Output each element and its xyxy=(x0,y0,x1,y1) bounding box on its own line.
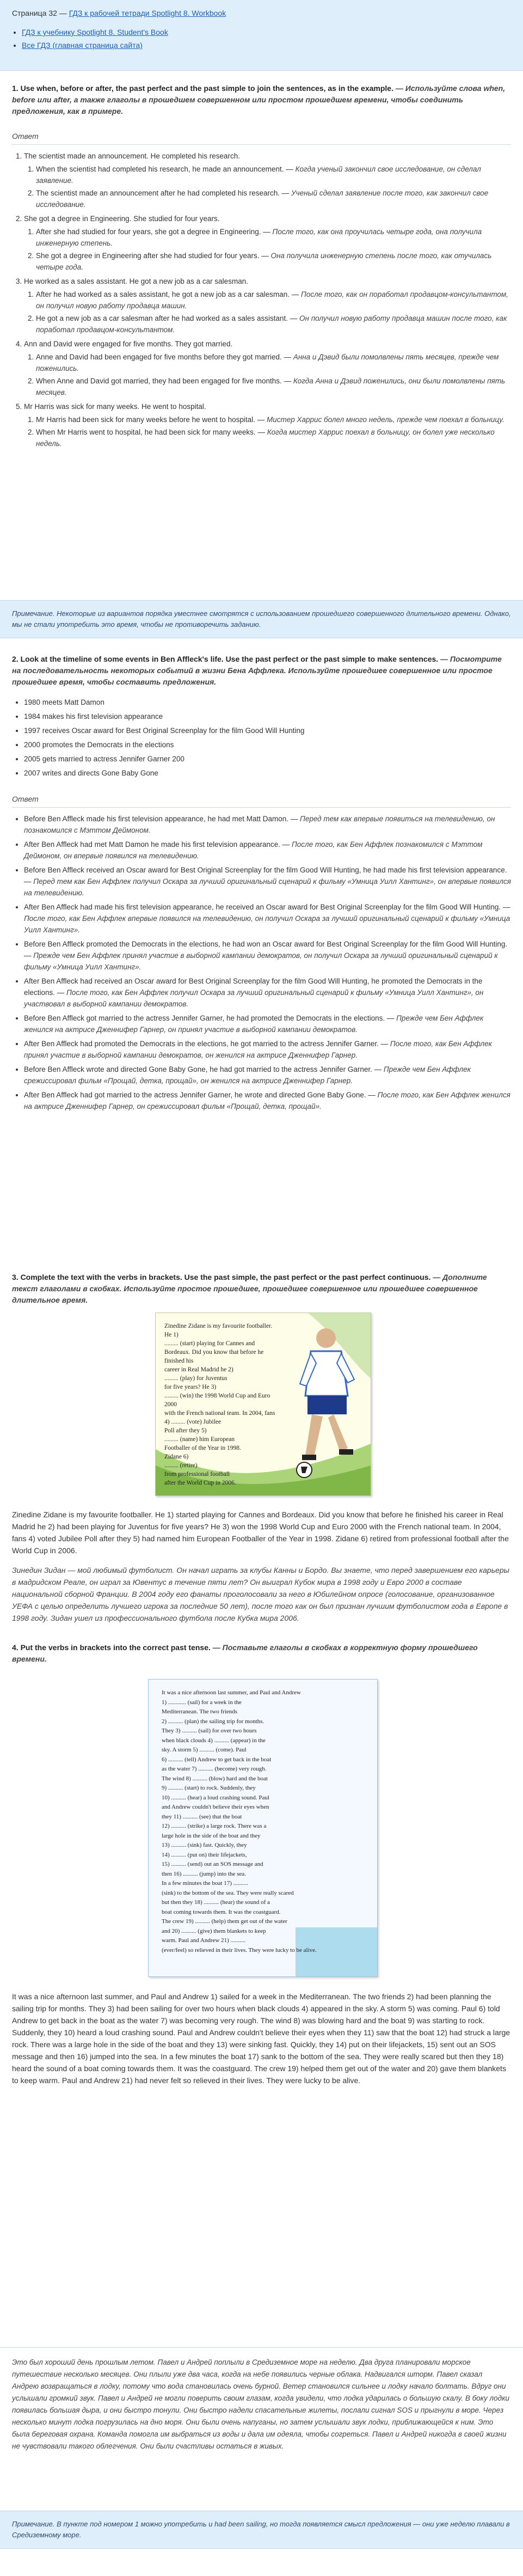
sentence-en: After Ben Affleck had received an Oscar award for Best Original Screenplay for the film Good Will Hunting, he promoted the Democrats in the elections. xyxy=(24,977,483,997)
worksheet-line: Bordeaux. Did you know that before he finished his xyxy=(164,1349,264,1364)
sailing-worksheet-text xyxy=(162,1688,364,1955)
worksheet-line: and Andrew couldn't believe their eyes when xyxy=(162,1804,269,1810)
exercise-3 xyxy=(12,1272,511,1306)
worksheet-line: (ever/feel) so relieved in their lives. They were lucky to be alive. xyxy=(162,1946,317,1954)
worksheet-line: after the World Cup in 2006. xyxy=(164,1480,236,1486)
sentence-ru: Когда ученый закончил свое исследование, он сделал заявление. xyxy=(36,165,481,185)
sentence-ru: После того, как Бен Аффлек впервые появился на телевидению, он получил Оскара за лучший оригинальный сценарий к фильму «Умница Уилл Хантинг». xyxy=(24,914,510,934)
breadcrumb-separator: — xyxy=(57,9,69,17)
worksheet-line: career in Real Madrid he 2) xyxy=(164,1366,233,1373)
sentence-en: Before Ben Affleck got married to the actress Jennifer Garner, he had promoted the Democrats in the elections. xyxy=(24,1014,385,1022)
sentence-ru: После того, как Бен Аффлек принял участие в выборной кампании демократов, он женился на актрисе Дженнифер Гарнер. xyxy=(24,1040,492,1059)
worksheet-line: large hole in the side of the boat and they xyxy=(162,1832,261,1839)
exercise-1-item xyxy=(24,338,511,398)
worksheet-line: 6) .......... (tell) Andrew to get back in the boat xyxy=(162,1756,272,1763)
sentence-ru: После того, как Бен Аффлек женился на актрисе Дженнифер Гарнер, он срежиссировал фильм «Прощай, детка, прощай». xyxy=(24,1091,510,1110)
worksheet-line: 14) .......... (put on) their lifejackets, xyxy=(162,1851,247,1858)
sentence-ru: Прежде чем Бен Аффлек срежиссировал фильм «Прощай, детка, прощай», он женился на актрисе Дженнифер Гарнер. xyxy=(24,1065,471,1085)
exercise-1-task-en: 1. Use when, before or after, the past perfect and the past simple to join the sentences, as in the example. xyxy=(12,84,393,93)
worksheet-line: 12) .......... (strike) a large rock. There was a xyxy=(162,1823,267,1829)
exercise-1-note: Примечание. Некоторые из вариантов порядка уместнее смотрятся с использованием прошедшего совершенного длительного времени. Однако, мы не стали употребить это время, чтобы не противоречить заданию. xyxy=(12,609,511,628)
worksheet-line: boat coming towards them. It was the coastguard. xyxy=(162,1908,281,1915)
sub-item: 2. He got a new job as a car salesman after he had worked as a sales assistant. — Он получил новую работу продавца машин после того, как поработал продавцом-консультантом. xyxy=(36,313,511,335)
footballer-figure-icon xyxy=(284,1320,365,1483)
sub-list xyxy=(24,289,511,335)
exercise-4-note: Примечание. В пункте под номером 1 можно употребить и had been sailing, но тогда появляется смысл предложения — они уже неделю плавали в Средиземному море. xyxy=(12,2520,510,2539)
worksheet-line: The crew 19) .......... (help) them get out of the water xyxy=(162,1918,287,1925)
exercise-2-answer-list xyxy=(12,813,511,1112)
sub-item: 2. When Anne and David got married, they had been engaged for five months. — Когда Анна и Дэвид поженились, они были помолвлены пять месяцев. xyxy=(36,375,511,398)
sentence-ru: После того, как Бен Аффлек получил Оскара за лучший оригинальный сценарий к фильму «Умница Уилл Хантинг», он участвовал в выборной кампании демократов. xyxy=(24,988,484,1008)
sentence-en: When the scientist had completed his research, he made an announcement. xyxy=(36,165,284,173)
worksheet-line: and 20) .......... (give) them blankets to keep xyxy=(162,1927,266,1934)
exercise-3-translation: Зинедин Зидан — мой любимый футболист. Он начал играть за клубы Канны и Бордо. Вы знаете, что перед завершением его карьеры в мадридском Реале, он играл за Ювентус в течение пяти лет? Он выиграл Кубок мира в 1998 году и Евро 2000 в составе национальной сборной Франции. В 2004 году его фанаты проголосовали за него в Юбилейном опросе (голосование, организованное УЕФА с целью определить лучшего игрока за последние 50 лет), после того как он был признан лучшим футболистом года в Европе в 1998 году. Зидан ушел из профессионального футбола после Кубка мира 2006. xyxy=(12,1566,509,1622)
sentence-ru: Перед тем как Бен Аффлек получил Оскара за лучший оригинальный сценарий к фильму «Умница Уилл Хантинг», он впервые появился на телевидению. xyxy=(24,877,511,897)
sub-item: 1. Anne and David had been engaged for five months before they got married. — Анна и Дэвид были помолвлены пять месяцев, прежде чем поженились. xyxy=(36,351,511,374)
sentence-ru: Перед тем как впервые появиться на телевидению, он познакомился с Мэттом Деймоном. xyxy=(24,815,495,834)
sub-item: 1. When the scientist had completed his research, he made an announcement. — Когда ученый закончил свое исследование, он сделал заявление. xyxy=(36,163,511,186)
exercise-4-answer-text: It was a nice afternoon last summer, and Paul and Andrew 1) sailed for a week in the Mediterranean. The two friends 2) had been planning the sailing trip for months. They 3) had been sailing for over two hours when black clouds 4) appeared in the sky. A storm 5) was coming. Paul 6) told Andrew to get back in the boat as the water 7) was becoming very rough. The wind 8) was blowing hard and the boat 9) was starting to rock. Suddenly, they 10) heard a loud crashing sound. Paul and Andrew couldn't believe their eyes when they 11) saw that the boat 12) had struck a large rock. There was a large hole in the side of the boat and they 13) were sinking fast. Quickly, they 14) put on their lifejackets, 15) sent out an SOS message and then 16) jumped into the sea. In a few minutes the boat 17) sank to the bottom of the sea. They were really scared but then they 18) heard the sound of a boat coming towards them. It was the coastguard. The crew 19) helped them get out of the water and 20) gave them blankets to keep warm. Paul and Andrew 21) had never felt so relieved in their lives. They were lucky to be alive. xyxy=(12,1992,510,2085)
breadcrumb-workbook-link[interactable]: ГДЗ к рабочей тетради Spotlight 8. Workbook xyxy=(69,9,226,17)
worksheet-line: 10) .......... (hear) a loud crashing sound. Paul xyxy=(162,1794,269,1801)
worksheet-line: 15) .......... (send) out an SOS message and xyxy=(162,1861,263,1867)
sentence-ru: Мистер Харрис болел много недель, прежде чем поехал в больницу. xyxy=(266,416,504,424)
exercise-2-answer-label: Ответ xyxy=(12,793,511,808)
sentence-en: After she had studied for four years, she got a degree in Engineering. xyxy=(36,228,261,236)
exercise-1-item xyxy=(24,276,511,335)
sentence-en: Before Ben Affleck received an Oscar award for Best Original Screenplay for the film Good Will Hunting, he had made his first television appearance. xyxy=(24,866,507,874)
exercise-1-task xyxy=(12,83,511,117)
worksheet-line: for five years? He 3) xyxy=(164,1384,217,1390)
worksheet-line: sky. A storm 5) .......... (come). Paul xyxy=(162,1747,247,1753)
timeline-item: • 2007 writes and directs Gone Baby Gone xyxy=(24,767,511,779)
answer-item: • Before Ben Affleck received an Oscar award for Best Original Screenplay for the film Good Will Hunting, he had made his first television appearance. — Перед тем как Бен Аффлек получил Оскара за лучший оригинальный сценарий к фильму «Умница Уилл Хантинг», он впервые появился на телевидению. xyxy=(24,864,511,899)
exercise-4-answer xyxy=(12,1991,511,2086)
exercise-4-translation: Это был хороший день прошлым летом. Павел и Андрей поплыли в Средиземное море на неделю. Два друга планировали морское путешествие несколько месяцев. Они плыли уже два часа, когда на небе появились черные облака. Надвигался шторм. Павел сказал Андрею возвращаться в лодку, потому что вода становилась очень бурной. Ветер становился сильнее и лодку начало болтать. Вдруг они услышали громкий звук. Павел и Андрей не могли поверить своим глазам, когда увидели, что лодка ударилась о большую скалу. В боку лодки появилась большая дыра, и они быстро тонули. Они быстро надели спасательные жилеты, послали сигнал SOS и прыгнули в море. Через несколько минут лодка погрузилась на дно моря. Они были очень напуганы, но затем услышали звук лодки, приближающейся к ним. Это была береговая охрана. Команда помогла им выбраться из воды и дала им одеяла, чтобы согреться. Павел и Андрей никогда в своей жизни не чувствовали такого облегчения. Они были счастливы остаться в живых. xyxy=(12,2358,510,2450)
sailing-worksheet-image xyxy=(148,1679,378,1977)
sentence-ru: После того, как она проучилась четыре года, она получила инженерную степень. xyxy=(36,228,482,247)
home-page-link[interactable]: Все ГДЗ (главная страница сайта) xyxy=(22,41,143,50)
worksheet-line: they 11) .......... (see) that the boat xyxy=(162,1813,242,1820)
item-head: Ann and David were engaged for five months. They got married. xyxy=(24,340,233,348)
sentence-en: When Mr Harris went to hospital, he had been sick for many weeks. xyxy=(36,428,256,436)
worksheet-line: 2) .......... (plan) the sailing trip for months. xyxy=(162,1718,264,1725)
sub-item: 1. After he had worked as a sales assistant, he got a new job as a car salesman. — После того, как он поработал продавцом-консультантом, он получил новую работу продавца машин. xyxy=(36,289,511,312)
worksheet-line: 13) .......... (sink) fast. Quickly, they xyxy=(162,1842,247,1848)
answer-item: • Before Ben Affleck wrote and directed Gone Baby Gone, he had got married to the actress Jennifer Garner. — Прежде чем Бен Аффлек срежиссировал фильм «Прощай, детка, прощай», он женился на актрисе Дженнифер Гарнер. xyxy=(24,1064,511,1086)
sentence-ru: Когда Анна и Дэвид поженились, они были помолвлены пять месяцев. xyxy=(36,377,506,396)
worksheet-line: when black clouds 4) .......... (appear) in the xyxy=(162,1737,266,1744)
worksheet-line: from professional football xyxy=(164,1471,230,1478)
exercise-1-task-ru: — Используйте слова when, before или after, а также глаголы в прошедшем совершенном или простом прошедшем времени, чтобы соединить предложения, как в примере. xyxy=(12,84,506,115)
sub-item: 2. She got a degree in Engineering after she had studied for four years. — Она получила инженерную степень после того, как отучилась четыре года. xyxy=(36,250,511,273)
sentence-ru: Анна и Дэвид были помолвлены пять месяцев, прежде чем поженились. xyxy=(36,353,499,373)
sentence-en: After he had worked as a sales assistant, he got a new job as a car salesman. xyxy=(36,290,290,298)
zidane-worksheet-image xyxy=(155,1313,371,1496)
worksheet-line: Poll after they 5) xyxy=(164,1427,207,1434)
exercise-4-translation-box xyxy=(0,2347,523,2461)
sentence-en: He got a new job as a car salesman after he had worked as a sales assistant. xyxy=(36,314,288,322)
exercise-1-item xyxy=(24,213,511,273)
sub-item: 1. After she had studied for four years, she got a degree in Engineering. — После того, как она проучилась четыре года, она получила инженерную степень. xyxy=(36,226,511,249)
sentence-en: After Ben Affleck had promoted the Democrats in the elections, he got married to the actress Jennifer Garner. xyxy=(24,1040,379,1048)
sentence-ru: Прежде чем Бен Аффлек женился на актрисе Дженнифер Гарнер, он принял участие в выборной кампании демократов. xyxy=(24,1014,484,1034)
worksheet-line: then 16) .......... (jump) into the sea. xyxy=(162,1870,246,1877)
exercise-1-item xyxy=(24,150,511,210)
exercise-3-task-en: 3. Complete the text with the verbs in brackets. Use the past simple, the past perfect or the past perfect continuous. xyxy=(12,1273,431,1281)
sentence-en: Mr Harris had been sick for many weeks before he went to hospital. xyxy=(36,416,255,424)
worksheet-line: In a few minutes the boat 17) .......... xyxy=(162,1880,249,1887)
worksheet-line: ......... (name) him European xyxy=(164,1436,235,1443)
breadcrumb xyxy=(12,8,511,19)
answer-item: • After Ben Affleck had made his first television appearance, he received an Oscar award for Best Original Screenplay for the film Good Will Hunting. — После того, как Бен Аффлек впервые появился на телевидению, он получил Оскара за лучший оригинальный сценарий к фильму «Умница Уилл Хантинг». xyxy=(24,901,511,936)
sentence-en: The scientist made an announcement after he had completed his research. xyxy=(36,189,280,197)
exercise-3-answer xyxy=(12,1509,511,1624)
sentence-ru: После того, как он поработал продавцом-консультантом, он получил новую работу продавца машин. xyxy=(36,290,508,310)
sentence-en: After Ben Affleck had got married to the actress Jennifer Garner, he wrote and directed Gone Baby Gone. xyxy=(24,1091,366,1099)
exercise-4 xyxy=(12,1642,511,1665)
timeline-item: • 1997 receives Oscar award for Best Original Screenplay for the film Good Will Hunting xyxy=(24,725,511,736)
worksheet-line: ......... (play) for Juventus xyxy=(164,1375,227,1382)
sub-item: 1. Mr Harris had been sick for many weeks before he went to hospital. — Мистер Харрис болел много недель, прежде чем поехал в больницу. xyxy=(36,414,511,425)
zidane-worksheet-text xyxy=(164,1322,279,1487)
sentence-en: Anne and David had been engaged for five months before they got married. xyxy=(36,353,282,361)
exercise-4-note-box xyxy=(0,2511,523,2549)
item-head: The scientist made an announcement. He completed his research. xyxy=(24,152,240,160)
timeline-list xyxy=(12,697,511,779)
nav-link-item xyxy=(22,26,511,38)
sub-item: 2. When Mr Harris went to hospital, he had been sick for many weeks. — Когда мистер Харрис поехал в больницу, он болел уже несколько недель. xyxy=(36,426,511,449)
answer-item: • Before Ben Affleck promoted the Democrats in the elections, he had won an Oscar award for Best Original Screenplay for the film Good Will Hunting. — Прежде чем Бен Аффлек принял участие в выборной кампании демократов, он получил Оскара за лучший оригинальный сценарий к фильму «Умница Уилл Хантинг». xyxy=(24,938,511,973)
exercise-2-task-ru: — Посмотрите на последовательность некоторых событий в жизни Бена Аффлека. Используйте прошедшее совершенное или простое прошедшее время, чтобы составить предложения. xyxy=(12,655,502,686)
exercise-2-task xyxy=(12,654,511,688)
item-head: She got a degree in Engineering. She studied for four years. xyxy=(24,215,220,223)
worksheet-line: (sink) to the bottom of the sea. They were really scared xyxy=(162,1889,294,1896)
sentence-ru: Ученый сделал заявление после того, как закончил свое исследование. xyxy=(36,189,489,209)
answer-item: • Before Ben Affleck made his first television appearance, he had met Matt Damon. — Перед тем как впервые появиться на телевидению, он познакомился с Мэттом Деймоном. xyxy=(24,813,511,836)
exercise-1-answer-label: Ответ xyxy=(12,130,511,145)
sentence-en: Before Ben Affleck made his first television appearance, he had met Matt Damon. xyxy=(24,815,289,823)
sentence-ru: После того, как Бен Аффлек познакомился с Мэттом Деймоном, он впервые появился на телевидению. xyxy=(24,840,483,860)
exercise-2 xyxy=(12,654,511,1115)
exercise-4-task-ru: — Поставьте глаголы в скобках в корректную форму прошедшего времени. xyxy=(12,1643,478,1663)
sentence-en: Before Ben Affleck wrote and directed Gone Baby Gone, he had got married to the actress Jennifer Garner. xyxy=(24,1065,372,1073)
timeline-item: • 1984 makes his first television appearance xyxy=(24,711,511,722)
students-book-link[interactable]: ГДЗ к учебнику Spotlight 8. Student's Book xyxy=(22,28,168,36)
exercise-1 xyxy=(12,83,511,452)
answer-item: • After Ben Affleck had got married to the actress Jennifer Garner, he wrote and directed Gone Baby Gone. — После того, как Бен Аффлек женился на актрисе Дженнифер Гарнер, он срежиссировал фильм «Прощай, детка, прощай». xyxy=(24,1089,511,1112)
exercise-3-task xyxy=(12,1272,511,1306)
answer-item: • After Ben Affleck had received an Oscar award for Best Original Screenplay for the film Good Will Hunting, he promoted the Democrats in the elections. — После того, как Бен Аффлек получил Оскара за лучший оригинальный сценарий к фильму «Умница Уилл Хантинг», он участвовал в выборной кампании демократов. xyxy=(24,975,511,1010)
sentence-en: After Ben Affleck had made his first television appearance, he received an Oscar award for Best Original Screenplay for the film Good Will Hunting. xyxy=(24,903,501,911)
exercise-3-answer-text: Zinedine Zidane is my favourite footballer. He 1) started playing for Cannes and Bordeaux. Did you know that before he finished his career in Real Madrid he 2) had been playing for Juventus for five years? He 3) won the 1998 World Cup and Euro 2000 with the French national team. In 2004, fans 4) voted Jubilee Poll after they 5) had named him European Footballer of the Year in 1998. Zidane 6) retired from professional football after the World Cup in 2006. xyxy=(12,1510,509,1555)
navigation-box xyxy=(0,0,523,71)
nav-links-list xyxy=(22,26,511,51)
sub-list xyxy=(24,226,511,273)
exercise-2-task-en: 2. Look at the timeline of some events in Ben Affleck's life. Use the past perfect or the past simple to make sentences. xyxy=(12,655,439,663)
timeline-item: • 2005 gets married to actress Jennifer Garner 200 xyxy=(24,753,511,765)
sub-list xyxy=(24,163,511,210)
worksheet-line: Zidane 6) xyxy=(164,1454,189,1460)
worksheet-line: Zinedine Zidane is my favourite footballer. He 1) xyxy=(164,1323,272,1338)
worksheet-line: ......... (retire) xyxy=(164,1462,198,1469)
exercise-1-item xyxy=(24,401,511,449)
worksheet-line: warm. Paul and Andrew 21) .......... xyxy=(162,1937,245,1944)
sentence-en: Before Ben Affleck promoted the Democrats in the elections, he had won an Oscar award for Best Original Screenplay for the film Good Will Hunting. xyxy=(24,940,508,948)
sub-item: 2. The scientist made an announcement after he had completed his research. — Ученый сделал заявление после того, как закончил свое исследование. xyxy=(36,187,511,210)
exercise-4-task xyxy=(12,1642,511,1665)
answer-item: • After Ben Affleck had promoted the Democrats in the elections, he got married to the actress Jennifer Garner. — После того, как Бен Аффлек принял участие в выборной кампании демократов, он женился на актрисе Дженнифер Гарнер. xyxy=(24,1038,511,1061)
worksheet-line: 9) .......... (start) to rock. Suddenly, they xyxy=(162,1785,256,1791)
breadcrumb-page: Страница 32 xyxy=(12,9,57,17)
exercise-1-answer-list xyxy=(12,150,511,449)
worksheet-line: ......... (start) playing for Cannes and xyxy=(164,1340,255,1347)
item-head: Mr Harris was sick for many weeks. He went to hospital. xyxy=(24,402,206,411)
worksheet-line: The wind 8) .......... (blow) hard and the boat xyxy=(162,1775,268,1782)
exercise-3-task-ru: — Дополните текст глаголами в скобках. Используйте простое прошедшее, прошедшее совершенное или прошедшее совершенное длительное время. xyxy=(12,1273,487,1304)
sentence-ru: Когда мистер Харрис поехал в больницу, он болел уже несколько недель. xyxy=(36,428,495,448)
nav-link-item xyxy=(22,39,511,51)
sentence-ru: Она получила инженерную степень после того, как отучилась четыре года. xyxy=(36,252,492,271)
sentence-en: After Ben Affleck had met Matt Damon he made his first television appearance. xyxy=(24,840,280,849)
worksheet-line: as the water 7) .......... (become) very rough. xyxy=(162,1766,267,1772)
sub-list xyxy=(24,351,511,398)
worksheet-line: 1) ............ (sail) for a week in the xyxy=(162,1699,242,1706)
worksheet-line: with the French national team. In 2004, fans xyxy=(164,1410,275,1417)
answer-item: • Before Ben Affleck got married to the actress Jennifer Garner, he had promoted the Democrats in the elections. — Прежде чем Бен Аффлек женился на актрисе Дженнифер Гарнер, он принял участие в выборной кампании демократов. xyxy=(24,1012,511,1035)
sentence-en: When Anne and David got married, they had been engaged for five months. xyxy=(36,377,282,385)
timeline-item: • 2000 promotes the Democrats in the elections xyxy=(24,739,511,750)
item-head: He worked as a sales assistant. He got a new job as a car salesman. xyxy=(24,277,248,285)
worksheet-line: They 3) .......... (sail) for over two hours xyxy=(162,1727,257,1734)
worksheet-line: Mediterranean. The two friends xyxy=(162,1708,238,1715)
sentence-ru: Он получил новую работу продавца машин после того, как поработал продавцом-консультантом. xyxy=(36,314,507,334)
worksheet-line: It was a nice afternoon last summer, and Paul and Andrew xyxy=(162,1689,301,1696)
sentence-en: She got a degree in Engineering after she had studied for four years. xyxy=(36,252,260,260)
sentence-ru: Прежде чем Бен Аффлек принял участие в выборной кампании демократов, он получил Оскара за лучший оригинальный сценарий к фильму «Умница Уилл Хантинг». xyxy=(24,951,498,971)
worksheet-line: ......... (win) the 1998 World Cup and Euro 2000 xyxy=(164,1393,270,1408)
sub-list xyxy=(24,414,511,449)
worksheet-line: 4) ......... (vote) Jubilee xyxy=(164,1419,221,1425)
exercise-4-task-en: 4. Put the verbs in brackets into the correct past tense. xyxy=(12,1643,211,1652)
worksheet-line: but then they 18) .......... (hear) the sound of a xyxy=(162,1899,270,1906)
answer-item: • After Ben Affleck had met Matt Damon he made his first television appearance. — После того, как Бен Аффлек познакомился с Мэттом Деймоном, он впервые появился на телевидению. xyxy=(24,839,511,862)
exercise-1-note-box xyxy=(0,600,523,638)
worksheet-line: Footballer of the Year in 1998. xyxy=(164,1445,241,1451)
timeline-item: • 1980 meets Matt Damon xyxy=(24,697,511,708)
